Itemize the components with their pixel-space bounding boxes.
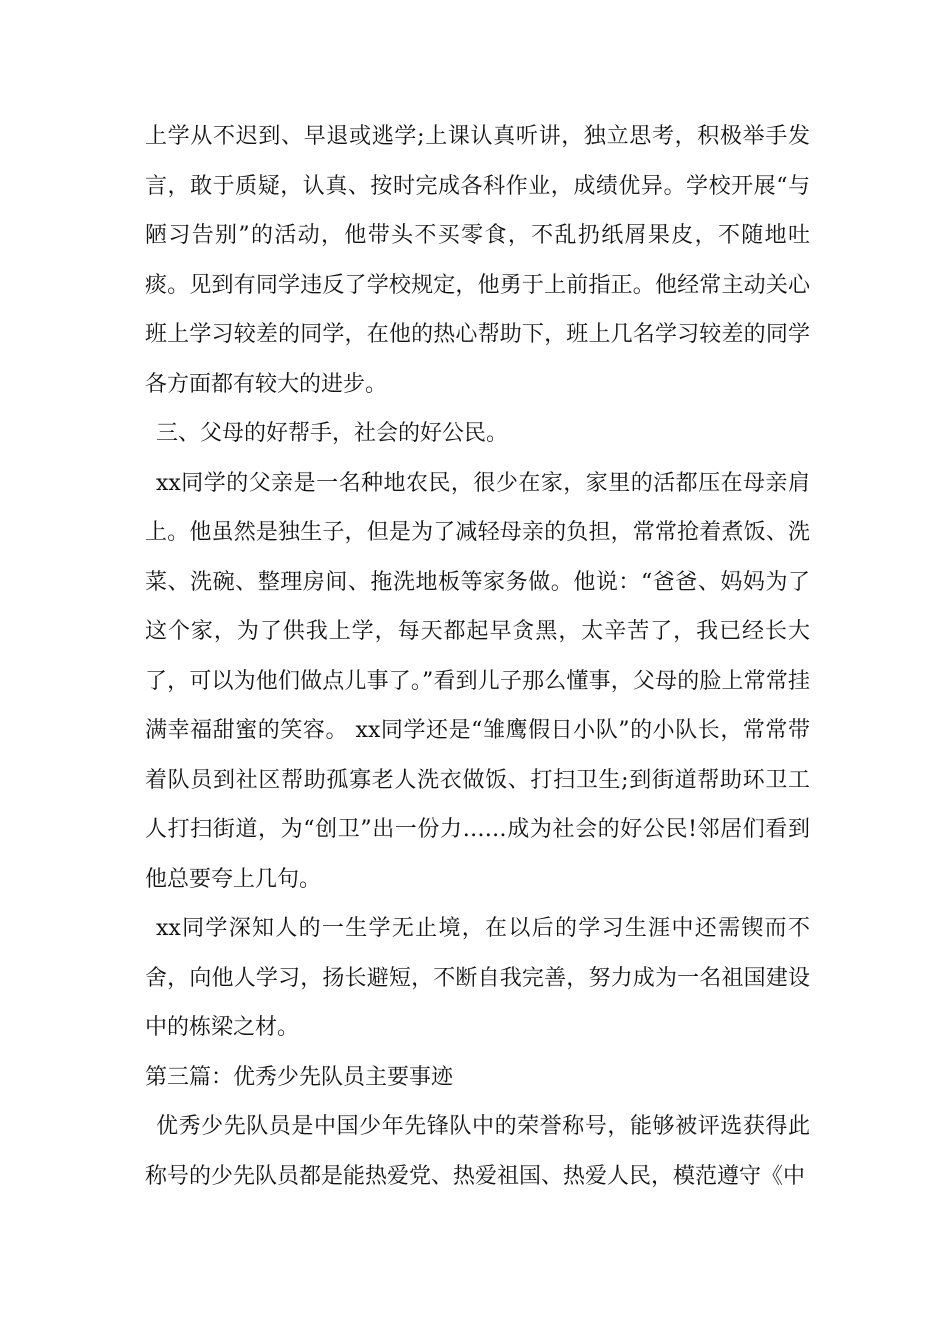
document-body xyxy=(145,112,810,1201)
chapter-title: 第三篇：优秀少先队员主要事迹 xyxy=(145,1064,454,1090)
paragraph-family-helper: xx同学的父亲是一名种地农民，很少在家，家里的活都压在母亲肩上。他虽然是独生子，但是为了减轻母亲的负担，常常抢着煮饭、洗菜、洗碗、整理房间、拖洗地板等家务做。他说：“爸爸、妈妈为了这个家，为了供我上学，每天都起早贪黑，太辛苦了，我已经长大了，可以为他们做点儿事了。”看到儿子那么懂事，父母的脸上常常挂满幸福甜蜜的笑容。 xx同学还是“雏鹰假日小队”的小队长，常常带着队员到社区帮助孤寡老人洗衣做饭、打扫卫生;到街道帮助环卫工人打扫街道，为“创卫”出一份力……成为社会的好公民!邻居们看到他总要夸上几句。 xyxy=(145,470,810,892)
paragraph-study-habits: 上学从不迟到、早退或逃学;上课认真听讲，独立思考，积极举手发言，敢于质疑，认真、按时完成各科作业，成绩优异。学校开展“与陋习告别”的活动，他带头不买零食，不乱扔纸屑果皮，不随地吐痰。见到有同学违反了学校规定，他勇于上前指正。他经常主动关心班上学习较差的同学，在他的热心帮助下，班上几名学习较差的同学各方面都有较大的进步。 xyxy=(145,124,810,397)
paragraph-intro: 优秀少先队员是中国少年先锋队中的荣誉称号，能够被评选获得此称号的少先队员都是能热爱党、热爱祖国、热爱人民，模范遵守《中 xyxy=(145,1114,810,1189)
section-heading-three: 三、父母的好帮手，社会的好公民。 xyxy=(156,421,509,446)
paragraph-conclusion: xx同学深知人的一生学无止境，在以后的学习生涯中还需锲而不舍，向他人学习，扬长避短，不断自我完善，努力成为一名祖国建设中的栋梁之材。 xyxy=(145,916,810,1040)
